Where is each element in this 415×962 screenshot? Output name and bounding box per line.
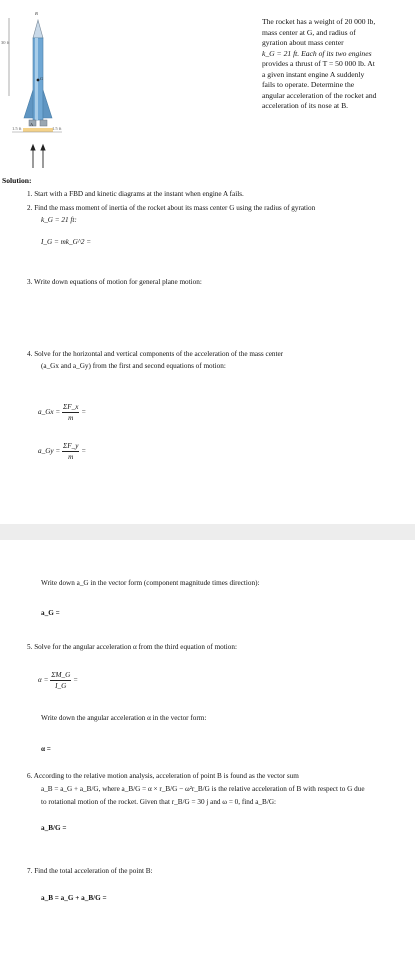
label-b: B — [35, 11, 38, 16]
problem-line: k_G = 21 ft. Each of its two engines — [262, 48, 372, 58]
rocket-fin-left — [24, 90, 33, 118]
step-7: 7. Find the total acceleration of the point B: — [27, 867, 153, 875]
step-6-line-2: a_B = a_G + a_B/G, where a_B/G = α × r_B/G − ω²r_B/G is the relative acceleration of B with respect to G due — [41, 785, 365, 793]
engine-b — [40, 120, 47, 126]
step-6-line-3: to rotational motion of the rocket. Given that r_B/G = 30 j and ω = 0, find a_B/G: — [41, 798, 277, 806]
label-left-span: 1.5 ft — [12, 126, 22, 131]
equation-agy — [38, 441, 86, 462]
agx-numerator: ΣF_x — [63, 403, 79, 411]
page-divider — [0, 524, 415, 540]
problem-line: provides a thrust of T = 50 000 lb. At — [262, 59, 375, 68]
alpha-rhs: = — [73, 676, 78, 685]
problem-line: fails to operate. Determine the — [262, 80, 355, 89]
agx-rhs: = — [81, 408, 87, 417]
problem-line: a given instant engine A suddenly — [262, 69, 365, 79]
step-4-line-1: 4. Solve for the horizontal and vertical components of the acceleration of the mass center — [27, 350, 284, 358]
step-2: 2. Find the mass moment of inertia of the rocket about its mass center G using the radius of gyration — [27, 204, 316, 212]
equation-alpha — [38, 670, 78, 691]
solution-heading: Solution: — [2, 176, 32, 185]
vector-alpha-equation: α = — [41, 745, 51, 753]
problem-line: The rocket has a weight of 20 000 lb, — [262, 17, 376, 26]
alpha-lhs: α = — [38, 676, 49, 685]
rocket-figure — [2, 8, 72, 170]
vector-a-equation: a_G = — [41, 609, 60, 617]
label-a: A — [30, 122, 34, 127]
relative-acceleration-equation: a_B/G = — [41, 824, 67, 832]
agy-lhs: a_Gy = — [38, 447, 61, 456]
problem-line: acceleration of its nose at B. — [262, 101, 349, 110]
step-2-given: k_G = 21 ft: — [41, 216, 77, 224]
vector-alpha-instruction: Write down the angular acceleration α in the vector form: — [41, 714, 207, 722]
agy-numerator: ΣF_y — [63, 442, 79, 450]
step-4-line-2: (a_Gx and a_Gy) from the first and second equations of motion: — [41, 362, 226, 370]
problem-line: gyration about mass center — [262, 38, 344, 47]
inertia-equation: I_G = mk_G^2 = — [41, 238, 92, 246]
alpha-denominator: I_G — [55, 682, 67, 690]
agx-fraction — [62, 402, 79, 423]
agy-rhs: = — [81, 447, 87, 456]
total-acceleration-equation: a_B = a_G + a_B/G = — [41, 894, 107, 902]
agx-lhs: a_Gx = — [38, 408, 61, 417]
span-band — [23, 128, 53, 132]
mass-center-marker — [37, 79, 40, 82]
label-g: G — [40, 76, 44, 81]
problem-statement — [262, 17, 412, 112]
thrust-arrows — [31, 145, 45, 168]
problem-line: mass center at G, and radius of — [262, 27, 356, 37]
agy-fraction — [62, 441, 79, 462]
step-5: 5. Solve for the angular acceleration α from the third equation of motion: — [27, 643, 237, 651]
rocket-nose — [33, 20, 43, 38]
label-right-span: 1.5 ft — [52, 126, 62, 131]
alpha-numerator: ΣM_G — [51, 671, 71, 679]
alpha-fraction — [50, 670, 71, 691]
equation-agx — [38, 402, 86, 423]
rocket-fin-right — [43, 90, 52, 118]
step-1: 1. Start with a FBD and kinetic diagrams at the instant when engine A fails. — [27, 190, 244, 198]
agy-denominator: m — [68, 453, 74, 461]
step-3: 3. Write down equations of motion for general plane motion: — [27, 278, 202, 286]
problem-line: angular acceleration of the rocket and — [262, 90, 377, 100]
step-6-line-1: 6. According to the relative motion analysis, acceleration of point B is found as the vector sum — [27, 772, 299, 780]
agx-denominator: m — [68, 414, 74, 422]
label-height: 30 ft — [1, 40, 10, 45]
vector-a-instruction: Write down a_G in the vector form (component magnitude times direction): — [41, 579, 260, 587]
